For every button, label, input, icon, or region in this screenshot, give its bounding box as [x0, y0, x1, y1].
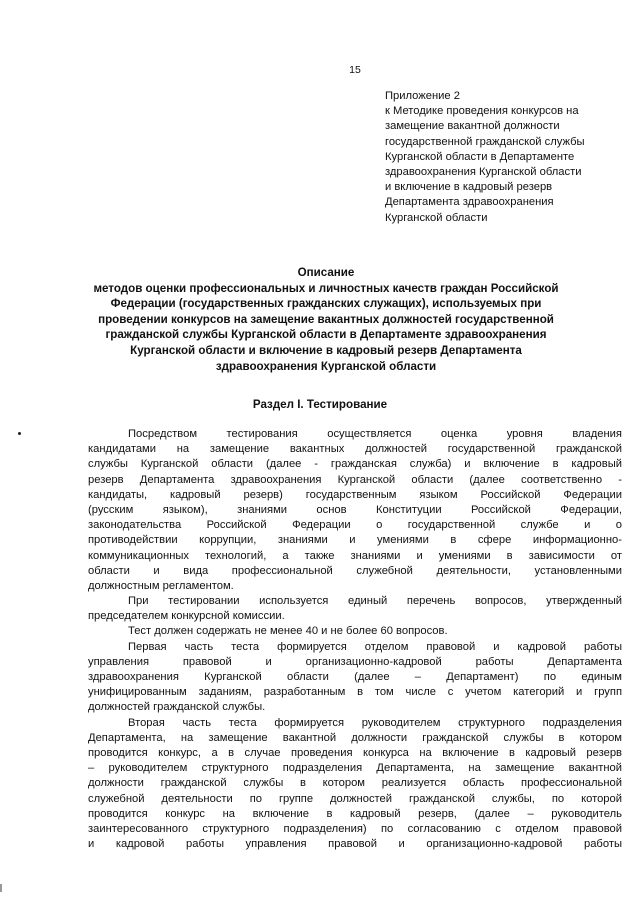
body-text [88, 427, 622, 852]
body-line: должности гражданской службы в котором реализуется область профессиональной [88, 777, 622, 790]
body-line: должностным регламентом. [88, 579, 234, 592]
body-line: должностей гражданской службы. [88, 701, 266, 714]
body-line: кандидатами на замещение вакантных должностей государственной гражданской [88, 443, 622, 456]
appendix-line: государственной гражданской службы [385, 135, 585, 148]
body-line: службы Курганской области (далее - гражданская служба) и включение в кадровый [88, 458, 622, 471]
appendix-line: к Методике проведения конкурсов на [385, 105, 579, 118]
document-title [70, 265, 582, 374]
body-line: (русским языком), знаниями основ Конституции Российской Федерации, [88, 503, 622, 516]
body-line: резерв Департамента здравоохранения Курганской области (далее соответственно - [88, 473, 622, 486]
appendix-line: и включение в кадровый резерв [385, 181, 553, 194]
body-line: здравоохранения Курганской области (далее – Департамент) по единым [88, 671, 622, 683]
section-heading: Раздел I. Тестирование [252, 398, 388, 411]
body-line: Департамента, на замещение вакантной должности гражданской службы в котором [88, 731, 622, 744]
body-line: заинтересованного структурного подразделения) по согласованию с отделом правовой [88, 822, 622, 835]
body-line: Вторая часть теста формируется руководителем структурного подразделения [128, 716, 622, 729]
body-line: законодательства Российской Федерации о государственной службе и о [88, 519, 622, 532]
appendix-line: Курганской области в Департаменте [385, 150, 575, 163]
body-line: и кадровой работы управления правовой и организационно-кадровой работы [88, 838, 622, 851]
title-line: Курганской области и включение в кадровый резерв Департамента [130, 343, 522, 357]
appendix-line: здравоохранения Курганской области [385, 166, 582, 179]
body-line: управления правовой и организационно-кадровой работы Департамента [88, 655, 622, 668]
margin-dot [18, 432, 21, 435]
body-line: председателем конкурсной комиссии. [88, 610, 285, 623]
body-line: Посредством тестирования осуществляется оценка уровня владения [128, 428, 622, 440]
appendix-reference [385, 89, 625, 226]
page-number: 15 [349, 64, 361, 76]
title-line: Федерации (государственных гражданских служащих), используемых при [110, 297, 542, 311]
appendix-line: Приложение 2 [385, 90, 460, 102]
body-line: области и вида профессиональной служебной деятельности, установленными [88, 564, 622, 577]
margin-scan-mark [0, 884, 2, 892]
title-line: проведении конкурсов на замещение вакантных должностей государственной [98, 312, 554, 326]
appendix-line: замещение вакантной должности [385, 120, 560, 133]
appendix-line: Курганской области [385, 211, 488, 224]
body-line: служебной деятельности по группе должностей гражданской службы, по которой [88, 792, 622, 805]
title-line: методов оценки профессиональных и личностных качеств граждан Российской [93, 281, 559, 295]
body-line: проводится конкурс, а в случае проведения конкурса на включение в кадровый резерв [88, 746, 622, 759]
body-line: При тестировании используется единый перечень вопросов, утвержденный [128, 595, 622, 608]
body-line: Тест должен содержать не менее 40 и не более 60 вопросов. [128, 625, 448, 638]
body-line: унифицированным заданиям, разработанным в том числе с учетом категорий и групп [88, 686, 622, 699]
body-line: противодействии коррупции, знаниями и умениями в сфере информационно- [88, 534, 622, 547]
title-line: гражданской службы Курганской области в Департаменте здравоохранения [105, 328, 547, 342]
body-line: проводится конкурс на включение в кадровый резерв, (далее – руководитель [88, 807, 622, 820]
body-line: Первая часть теста формируется отделом правовой и кадровой работы [128, 640, 622, 653]
body-line: – руководителем структурного подразделения Департамента, на замещение вакантной [88, 762, 622, 775]
appendix-line: Департамента здравоохранения [385, 196, 554, 209]
title-heading: Описание [297, 266, 355, 279]
body-line: коммуникационных технологий, а также знаниями и умениями в зависимости от [88, 549, 622, 562]
title-line: здравоохранения Курганской области [215, 359, 437, 373]
body-line: кандидаты, кадровый резерв) государственным языком Российской Федерации [88, 488, 622, 501]
